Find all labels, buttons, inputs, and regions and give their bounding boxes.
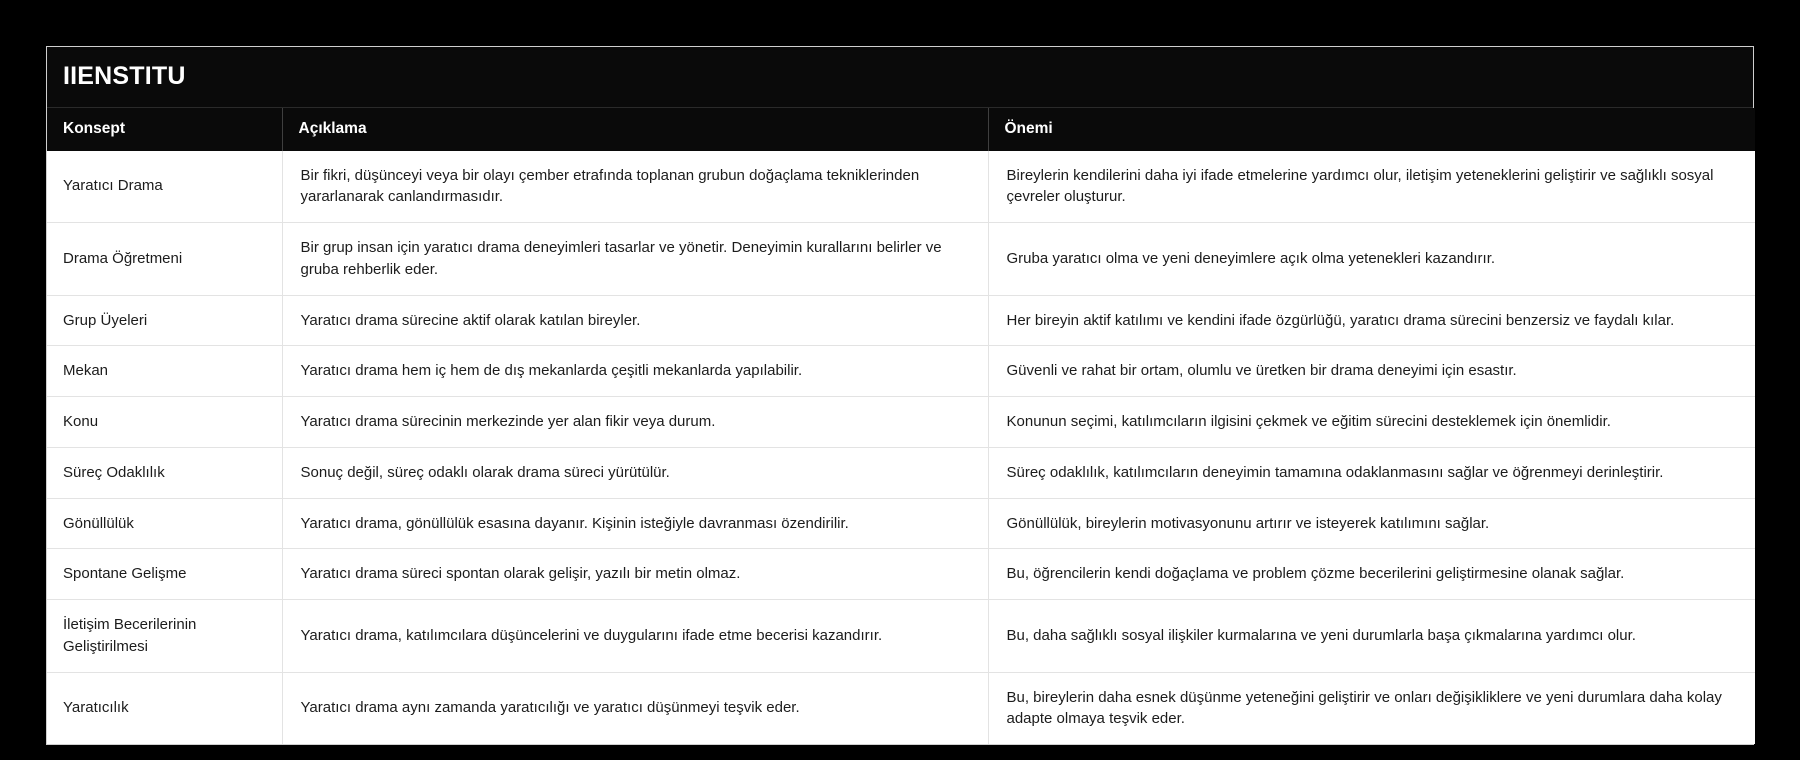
cell-aciklama: Bir fikri, düşünceyi veya bir olayı çember etrafında toplanan grubun doğaçlama tekniklerinden yararlanarak canlandırmasıdır. bbox=[282, 151, 988, 223]
cell-aciklama: Yaratıcı drama aynı zamanda yaratıcılığı ve yaratıcı düşünmeyi teşvik eder. bbox=[282, 672, 988, 744]
cell-aciklama: Yaratıcı drama sürecine aktif olarak katılan bireyler. bbox=[282, 295, 988, 346]
cell-onemi: Her bireyin aktif katılımı ve kendini ifade özgürlüğü, yaratıcı drama sürecini benzersiz ve faydalı kılar. bbox=[988, 295, 1755, 346]
info-card bbox=[46, 46, 1754, 745]
cell-onemi: Bireylerin kendilerini daha iyi ifade etmelerine yardımcı olur, iletişim yeteneklerini geliştirir ve sağlıklı sosyal çevreler oluşturur. bbox=[988, 151, 1755, 223]
cell-onemi: Süreç odaklılık, katılımcıların deneyimin tamamına odaklanmasını sağlar ve öğrenmeyi derinleştirir. bbox=[988, 447, 1755, 498]
column-header-onemi: Önemi bbox=[988, 108, 1755, 151]
table-row bbox=[47, 498, 1755, 549]
brand-title: IIENSTITU bbox=[63, 62, 186, 90]
concepts-table bbox=[47, 108, 1755, 745]
cell-konsept: İletişim Becerilerinin Geliştirilmesi bbox=[47, 600, 282, 673]
cell-konsept: Drama Öğretmeni bbox=[47, 223, 282, 296]
cell-aciklama: Yaratıcı drama, katılımcılara düşüncelerini ve duygularını ifade etme becerisi kazandırır. bbox=[282, 600, 988, 673]
table-header bbox=[47, 108, 1755, 151]
brand-header bbox=[47, 47, 1753, 108]
cell-konsept: Gönüllülük bbox=[47, 498, 282, 549]
column-header-aciklama: Açıklama bbox=[282, 108, 988, 151]
cell-onemi: Gönüllülük, bireylerin motivasyonunu artırır ve isteyerek katılımını sağlar. bbox=[988, 498, 1755, 549]
table-header-row bbox=[47, 108, 1755, 151]
table-row bbox=[47, 549, 1755, 600]
cell-aciklama: Yaratıcı drama hem iç hem de dış mekanlarda çeşitli mekanlarda yapılabilir. bbox=[282, 346, 988, 397]
cell-aciklama: Yaratıcı drama, gönüllülük esasına dayanır. Kişinin isteğiyle davranması özendirilir. bbox=[282, 498, 988, 549]
cell-konsept: Yaratıcılık bbox=[47, 672, 282, 744]
cell-konsept: Süreç Odaklılık bbox=[47, 447, 282, 498]
table-row bbox=[47, 447, 1755, 498]
cell-aciklama: Sonuç değil, süreç odaklı olarak drama süreci yürütülür. bbox=[282, 447, 988, 498]
table-row bbox=[47, 295, 1755, 346]
cell-aciklama: Bir grup insan için yaratıcı drama deneyimleri tasarlar ve yönetir. Deneyimin kurallarını belirler ve gruba rehberlik eder. bbox=[282, 223, 988, 296]
cell-konsept: Konu bbox=[47, 397, 282, 448]
table-row bbox=[47, 397, 1755, 448]
cell-aciklama: Yaratıcı drama sürecinin merkezinde yer alan fikir veya durum. bbox=[282, 397, 988, 448]
cell-konsept: Mekan bbox=[47, 346, 282, 397]
cell-onemi: Bu, daha sağlıklı sosyal ilişkiler kurmalarına ve yeni durumlarla başa çıkmalarına yardımcı olur. bbox=[988, 600, 1755, 673]
cell-onemi: Bu, öğrencilerin kendi doğaçlama ve problem çözme becerilerini geliştirmesine olanak sağlar. bbox=[988, 549, 1755, 600]
cell-konsept: Grup Üyeleri bbox=[47, 295, 282, 346]
table-row bbox=[47, 223, 1755, 296]
table-row bbox=[47, 346, 1755, 397]
cell-onemi: Konunun seçimi, katılımcıların ilgisini çekmek ve eğitim sürecini desteklemek için önemlidir. bbox=[988, 397, 1755, 448]
cell-onemi: Güvenli ve rahat bir ortam, olumlu ve üretken bir drama deneyimi için esastır. bbox=[988, 346, 1755, 397]
cell-konsept: Spontane Gelişme bbox=[47, 549, 282, 600]
table-row bbox=[47, 151, 1755, 223]
table-row bbox=[47, 672, 1755, 744]
column-header-konsept: Konsept bbox=[47, 108, 282, 151]
table-body bbox=[47, 151, 1755, 745]
cell-onemi: Gruba yaratıcı olma ve yeni deneyimlere açık olma yetenekleri kazandırır. bbox=[988, 223, 1755, 296]
cell-aciklama: Yaratıcı drama süreci spontan olarak gelişir, yazılı bir metin olmaz. bbox=[282, 549, 988, 600]
cell-onemi: Bu, bireylerin daha esnek düşünme yeteneğini geliştirir ve onları değişikliklere ve yeni durumlara daha kolay adapte olmaya teşvik eder. bbox=[988, 672, 1755, 744]
cell-konsept: Yaratıcı Drama bbox=[47, 151, 282, 223]
table-row bbox=[47, 600, 1755, 673]
